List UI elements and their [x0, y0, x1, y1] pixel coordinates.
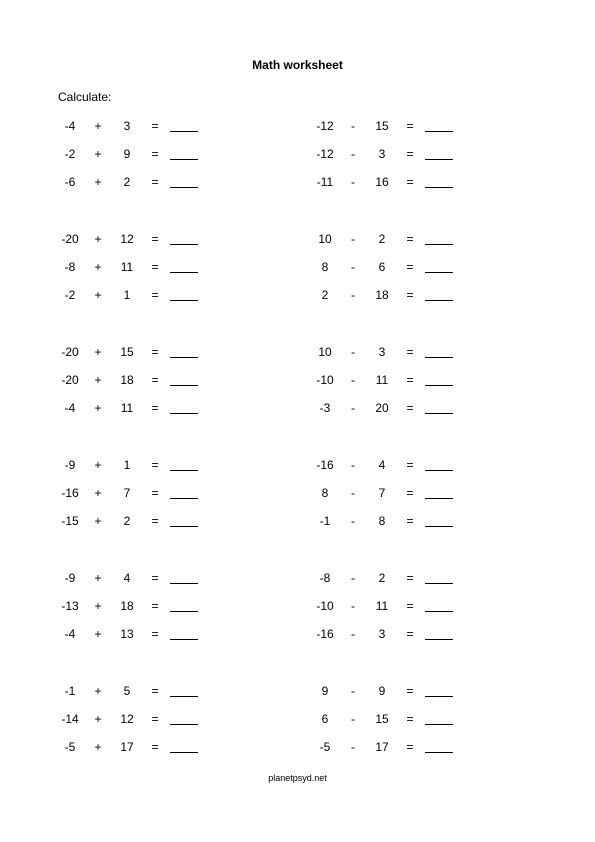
- equals-sign: =: [406, 571, 414, 585]
- operator: -: [351, 232, 355, 246]
- answer-blank[interactable]: [170, 498, 198, 499]
- equals-sign: =: [406, 684, 414, 698]
- operand-a: -20: [61, 232, 79, 246]
- operator: +: [94, 147, 102, 161]
- answer-blank[interactable]: [425, 187, 453, 188]
- operand-a: -9: [64, 571, 76, 585]
- equals-sign: =: [151, 175, 159, 189]
- operand-a: -2: [64, 147, 76, 161]
- operator: +: [94, 373, 102, 387]
- answer-blank[interactable]: [425, 357, 453, 358]
- answer-blank[interactable]: [425, 724, 453, 725]
- equals-sign: =: [406, 232, 414, 246]
- operator: +: [94, 458, 102, 472]
- operand-a: -16: [61, 486, 79, 500]
- answer-blank[interactable]: [170, 413, 198, 414]
- operand-b: 18: [120, 373, 134, 387]
- equals-sign: =: [406, 627, 414, 641]
- equals-sign: =: [151, 627, 159, 641]
- operand-a: 8: [321, 260, 329, 274]
- footer-text: planetpsyd.net: [268, 773, 327, 783]
- equals-sign: =: [406, 486, 414, 500]
- operator: -: [351, 599, 355, 613]
- operator: +: [94, 345, 102, 359]
- equals-sign: =: [406, 147, 414, 161]
- equals-sign: =: [406, 401, 414, 415]
- equals-sign: =: [151, 684, 159, 698]
- answer-blank[interactable]: [425, 272, 453, 273]
- operand-a: -10: [316, 599, 334, 613]
- operator: -: [351, 373, 355, 387]
- operator: +: [94, 599, 102, 613]
- answer-blank[interactable]: [170, 752, 198, 753]
- operand-b: 3: [378, 147, 386, 161]
- equals-sign: =: [151, 571, 159, 585]
- answer-blank[interactable]: [425, 583, 453, 584]
- answer-blank[interactable]: [425, 526, 453, 527]
- operand-b: 11: [120, 401, 134, 415]
- equals-sign: =: [151, 486, 159, 500]
- answer-blank[interactable]: [425, 131, 453, 132]
- answer-blank[interactable]: [170, 470, 198, 471]
- operand-b: 3: [378, 627, 386, 641]
- operand-b: 9: [378, 684, 386, 698]
- answer-blank[interactable]: [170, 300, 198, 301]
- operand-b: 2: [123, 175, 131, 189]
- operator: -: [351, 712, 355, 726]
- equals-sign: =: [151, 514, 159, 528]
- operand-b: 13: [120, 627, 134, 641]
- answer-blank[interactable]: [425, 300, 453, 301]
- operand-a: -6: [64, 175, 76, 189]
- operand-a: -14: [61, 712, 79, 726]
- answer-blank[interactable]: [170, 357, 198, 358]
- equals-sign: =: [151, 119, 159, 133]
- answer-blank[interactable]: [170, 583, 198, 584]
- operand-b: 3: [123, 119, 131, 133]
- operand-b: 15: [375, 119, 389, 133]
- answer-blank[interactable]: [170, 244, 198, 245]
- operand-b: 4: [123, 571, 131, 585]
- operand-b: 2: [378, 232, 386, 246]
- answer-blank[interactable]: [170, 187, 198, 188]
- equals-sign: =: [406, 175, 414, 189]
- operand-a: -12: [316, 147, 334, 161]
- operand-a: -12: [316, 119, 334, 133]
- equals-sign: =: [151, 288, 159, 302]
- operand-a: 10: [318, 345, 332, 359]
- operand-a: -4: [64, 401, 76, 415]
- operator: +: [94, 401, 102, 415]
- operator: -: [351, 486, 355, 500]
- answer-blank[interactable]: [170, 639, 198, 640]
- operand-b: 20: [375, 401, 389, 415]
- equals-sign: =: [406, 740, 414, 754]
- answer-blank[interactable]: [170, 272, 198, 273]
- operand-a: -8: [64, 260, 76, 274]
- operator: +: [94, 175, 102, 189]
- operand-b: 12: [120, 232, 134, 246]
- operand-a: 9: [321, 684, 329, 698]
- operand-b: 7: [123, 486, 131, 500]
- equals-sign: =: [406, 712, 414, 726]
- operand-b: 1: [123, 458, 131, 472]
- operand-a: -15: [61, 514, 79, 528]
- operand-b: 6: [378, 260, 386, 274]
- operand-b: 11: [375, 373, 389, 387]
- operand-b: 2: [123, 514, 131, 528]
- answer-blank[interactable]: [170, 159, 198, 160]
- operand-a: -1: [64, 684, 76, 698]
- operator: -: [351, 458, 355, 472]
- answer-blank[interactable]: [425, 413, 453, 414]
- operand-a: -13: [61, 599, 79, 613]
- operator: -: [351, 401, 355, 415]
- equals-sign: =: [406, 260, 414, 274]
- operator: -: [351, 627, 355, 641]
- answer-blank[interactable]: [425, 159, 453, 160]
- equals-sign: =: [151, 147, 159, 161]
- equals-sign: =: [406, 288, 414, 302]
- equals-sign: =: [151, 740, 159, 754]
- operand-b: 15: [120, 345, 134, 359]
- equals-sign: =: [406, 599, 414, 613]
- operand-a: -8: [319, 571, 331, 585]
- equals-sign: =: [151, 712, 159, 726]
- equals-sign: =: [406, 373, 414, 387]
- operator: +: [94, 740, 102, 754]
- operand-a: -3: [319, 401, 331, 415]
- operator: -: [351, 147, 355, 161]
- operand-b: 16: [375, 175, 389, 189]
- answer-blank[interactable]: [170, 696, 198, 697]
- equals-sign: =: [151, 232, 159, 246]
- equals-sign: =: [151, 345, 159, 359]
- operand-b: 5: [123, 684, 131, 698]
- answer-blank[interactable]: [170, 724, 198, 725]
- operand-a: -2: [64, 288, 76, 302]
- operand-a: 6: [321, 712, 329, 726]
- operand-b: 12: [120, 712, 134, 726]
- answer-blank[interactable]: [425, 244, 453, 245]
- equals-sign: =: [406, 119, 414, 133]
- operator: +: [94, 288, 102, 302]
- equals-sign: =: [151, 373, 159, 387]
- operand-a: 8: [321, 486, 329, 500]
- operator: +: [94, 119, 102, 133]
- operand-a: 10: [318, 232, 332, 246]
- operand-b: 18: [120, 599, 134, 613]
- operand-a: -20: [61, 345, 79, 359]
- equals-sign: =: [151, 401, 159, 415]
- operand-b: 17: [120, 740, 134, 754]
- operand-a: -5: [319, 740, 331, 754]
- operand-b: 11: [120, 260, 134, 274]
- operand-b: 18: [375, 288, 389, 302]
- operator: -: [351, 345, 355, 359]
- answer-blank[interactable]: [425, 696, 453, 697]
- operand-b: 11: [375, 599, 389, 613]
- operand-a: -10: [316, 373, 334, 387]
- operand-a: -16: [316, 627, 334, 641]
- answer-blank[interactable]: [425, 470, 453, 471]
- operand-a: -4: [64, 627, 76, 641]
- operator: +: [94, 486, 102, 500]
- operator: -: [351, 175, 355, 189]
- operand-b: 3: [378, 345, 386, 359]
- operator: -: [351, 514, 355, 528]
- answer-blank[interactable]: [170, 526, 198, 527]
- operand-b: 4: [378, 458, 386, 472]
- operand-b: 2: [378, 571, 386, 585]
- answer-blank[interactable]: [425, 498, 453, 499]
- answer-blank[interactable]: [170, 385, 198, 386]
- answer-blank[interactable]: [425, 639, 453, 640]
- instruction-text: Calculate:: [58, 90, 112, 104]
- equals-sign: =: [406, 514, 414, 528]
- operator: +: [94, 260, 102, 274]
- operand-a: -5: [64, 740, 76, 754]
- answer-blank[interactable]: [170, 131, 198, 132]
- operator: -: [351, 260, 355, 274]
- operator: +: [94, 712, 102, 726]
- answer-blank[interactable]: [425, 611, 453, 612]
- operand-a: -20: [61, 373, 79, 387]
- equals-sign: =: [406, 458, 414, 472]
- operand-a: 2: [321, 288, 329, 302]
- answer-blank[interactable]: [170, 611, 198, 612]
- operator: -: [351, 684, 355, 698]
- equals-sign: =: [406, 345, 414, 359]
- operand-a: -9: [64, 458, 76, 472]
- equals-sign: =: [151, 599, 159, 613]
- operand-b: 1: [123, 288, 131, 302]
- operator: -: [351, 119, 355, 133]
- answer-blank[interactable]: [425, 385, 453, 386]
- operand-b: 7: [378, 486, 386, 500]
- operator: +: [94, 514, 102, 528]
- operator: -: [351, 740, 355, 754]
- operator: +: [94, 627, 102, 641]
- operand-b: 15: [375, 712, 389, 726]
- operator: -: [351, 571, 355, 585]
- operator: -: [351, 288, 355, 302]
- operand-b: 9: [123, 147, 131, 161]
- operator: +: [94, 232, 102, 246]
- answer-blank[interactable]: [425, 752, 453, 753]
- operand-a: -1: [319, 514, 331, 528]
- operand-a: -4: [64, 119, 76, 133]
- worksheet-title: Math worksheet: [252, 58, 343, 72]
- operand-b: 8: [378, 514, 386, 528]
- operator: +: [94, 684, 102, 698]
- operand-b: 17: [375, 740, 389, 754]
- operand-a: -16: [316, 458, 334, 472]
- equals-sign: =: [151, 458, 159, 472]
- operator: +: [94, 571, 102, 585]
- operand-a: -11: [316, 175, 334, 189]
- equals-sign: =: [151, 260, 159, 274]
